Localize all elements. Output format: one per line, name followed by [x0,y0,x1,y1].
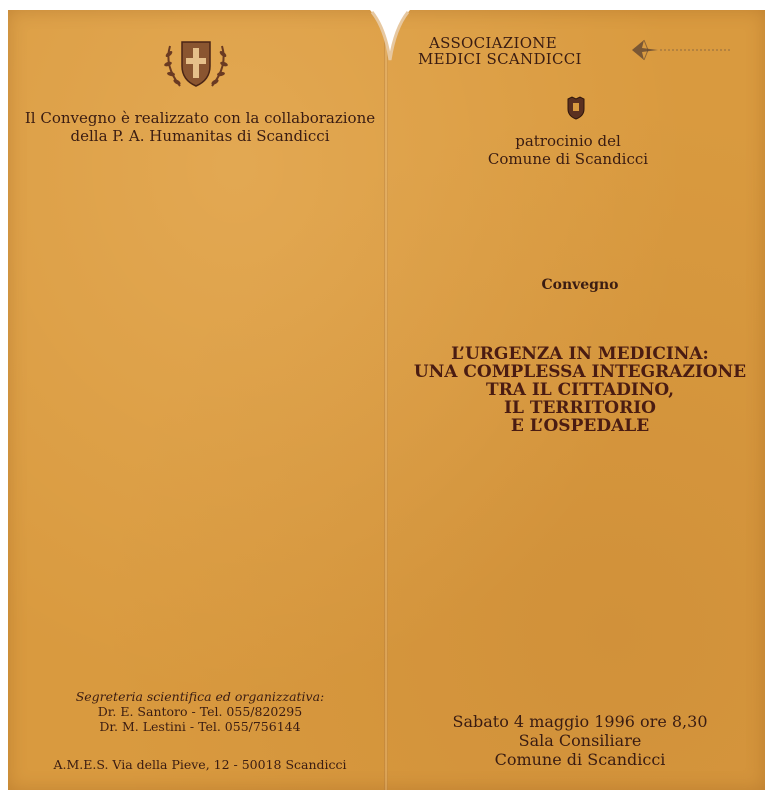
cross-shield-with-laurel-icon [160,36,232,92]
collaboration-note [20,109,380,145]
association-line-1: ASSOCIAZIONE [429,34,557,52]
title-line: TRA IL CITTADINO, [485,380,675,400]
ames-address: A.M.E.S. Via della Pieve, 12 - 50018 Scandicci [53,757,347,772]
event-venue: Sala Consiliare [518,731,642,750]
association-line-2: MEDICI SCANDICCI [418,50,582,68]
association-name [418,34,582,68]
title-line: UNA COMPLESSA INTEGRAZIONE [413,362,747,382]
event-title [395,345,765,435]
event-date: Sabato 4 maggio 1996 ore 8,30 [452,712,708,731]
secretariat-block [30,689,370,734]
collaboration-line-2: della P. A. Humanitas di Scandicci [70,127,330,145]
event-details [410,712,750,769]
contact-lestini: Dr. M. Lestini - Tel. 055/756144 [99,719,301,734]
abstract-star-logo-icon [630,38,735,62]
secretariat-heading: Segreteria scientifica ed organizzativa: [75,689,325,704]
patronage [468,132,668,168]
event-type: Convegno [541,277,619,293]
event-town: Comune di Scandicci [494,750,666,769]
patronage-line-2: Comune di Scandicci [487,150,649,168]
title-line: E L’OSPEDALE [510,416,650,436]
collaboration-line-1: Il Convegno è realizzato con la collaborazione [24,109,376,127]
contact-santoro: Dr. E. Santoro - Tel. 055/820295 [97,704,303,719]
town-coat-of-arms-icon [565,96,587,120]
center-fold [384,10,388,790]
patronage-line-1: patrocinio del [515,132,621,150]
title-line: L’URGENZA IN MEDICINA: [451,344,709,364]
title-line: IL TERRITORIO [504,398,656,418]
